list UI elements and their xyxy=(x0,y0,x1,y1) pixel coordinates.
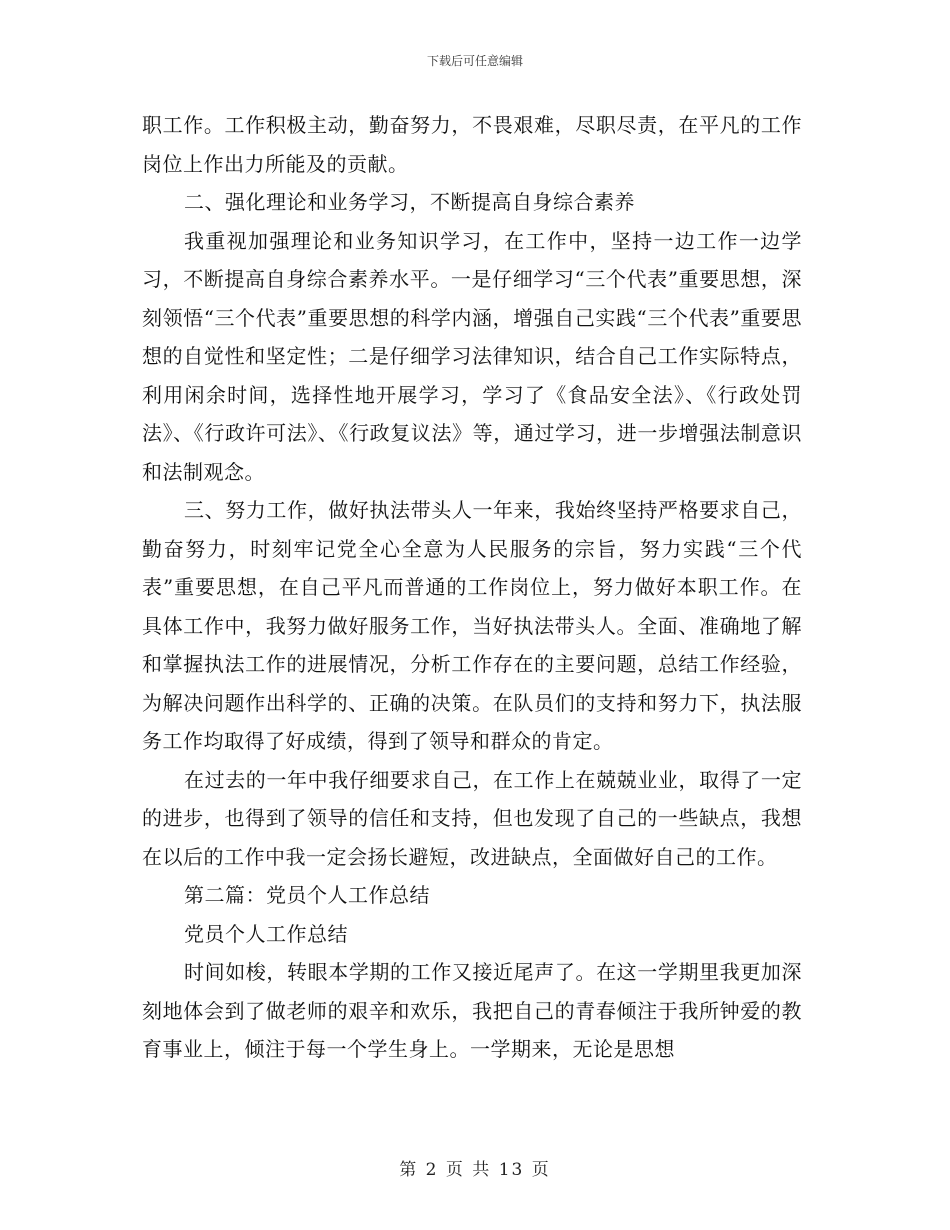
page-header-note: 下载后可任意编辑 xyxy=(426,54,523,68)
paragraph-study: 我重视加强理论和业务知识学习，在工作中，坚持一边工作一边学习，不断提高自身综合素养水平。一是仔细学习“三个代表”重要思想，深刻领悟“三个代表”重要思想的科学内涵，增强自己实践“三个代表”重要思想的自觉性和坚定性；二是仔细学习法律知识，结合自己工作实际特点，利用闲余时间，选择性地开展学习，学习了《食品安全法》、《行政处罚法》、《行政许可法》、《行政复议法》等，通过学习，进一步增强法制意识和法制观念。 xyxy=(142,228,802,484)
page-number: 第 2 页 共 13 页 xyxy=(399,1160,551,1180)
paragraph-work: 三、努力工作，做好执法带头人一年来，我始终坚持严格要求自己，勤奋努力，时刻牢记党全心全意为人民服务的宗旨，努力实践“三个代表”重要思想，在自己平凡而普通的工作岗位上，努力做好本职工作。在具体工作中，我努力做好服务工作，当好执法带头人。全面、准确地了解和掌握执法工作的进展情况，分析工作存在的主要问题，总结工作经验，为解决问题作出科学的、正确的决策。在队员们的支持和努力下，执法服务工作均取得了好成绩，得到了领导和群众的肯定。 xyxy=(142,498,802,753)
document-body xyxy=(142,106,802,1069)
chapter-title: 党员个人工作总结 xyxy=(184,921,348,946)
chapter-heading: 第二篇：党员个人工作总结 xyxy=(184,883,430,907)
paragraph-intro: 时间如梭，转眼本学期的工作又接近尾声了。在这一学期里我更加深刻地体会到了做老师的艰辛和欢乐，我把自己的青春倾注于我所钟爱的教育事业上，倾注于每一个学生身上。一学期来，无论是思想 xyxy=(142,960,802,1061)
paragraph-1: 职工作。工作积极主动，勤奋努力，不畏艰难，尽职尽责，在平凡的工作岗位上作出力所能及的贡献。 xyxy=(142,113,802,176)
paragraph-conclusion: 在过去的一年中我仔细要求自己，在工作上在兢兢业业，取得了一定的进步，也得到了领导的信任和支持，但也发现了自己的一些缺点，我想在以后的工作中我一定会扬长避短，改进缺点，全面做好自己的工作。 xyxy=(142,767,802,869)
section-heading-2: 二、强化理论和业务学习，不断提高自身综合素养 xyxy=(184,190,635,214)
